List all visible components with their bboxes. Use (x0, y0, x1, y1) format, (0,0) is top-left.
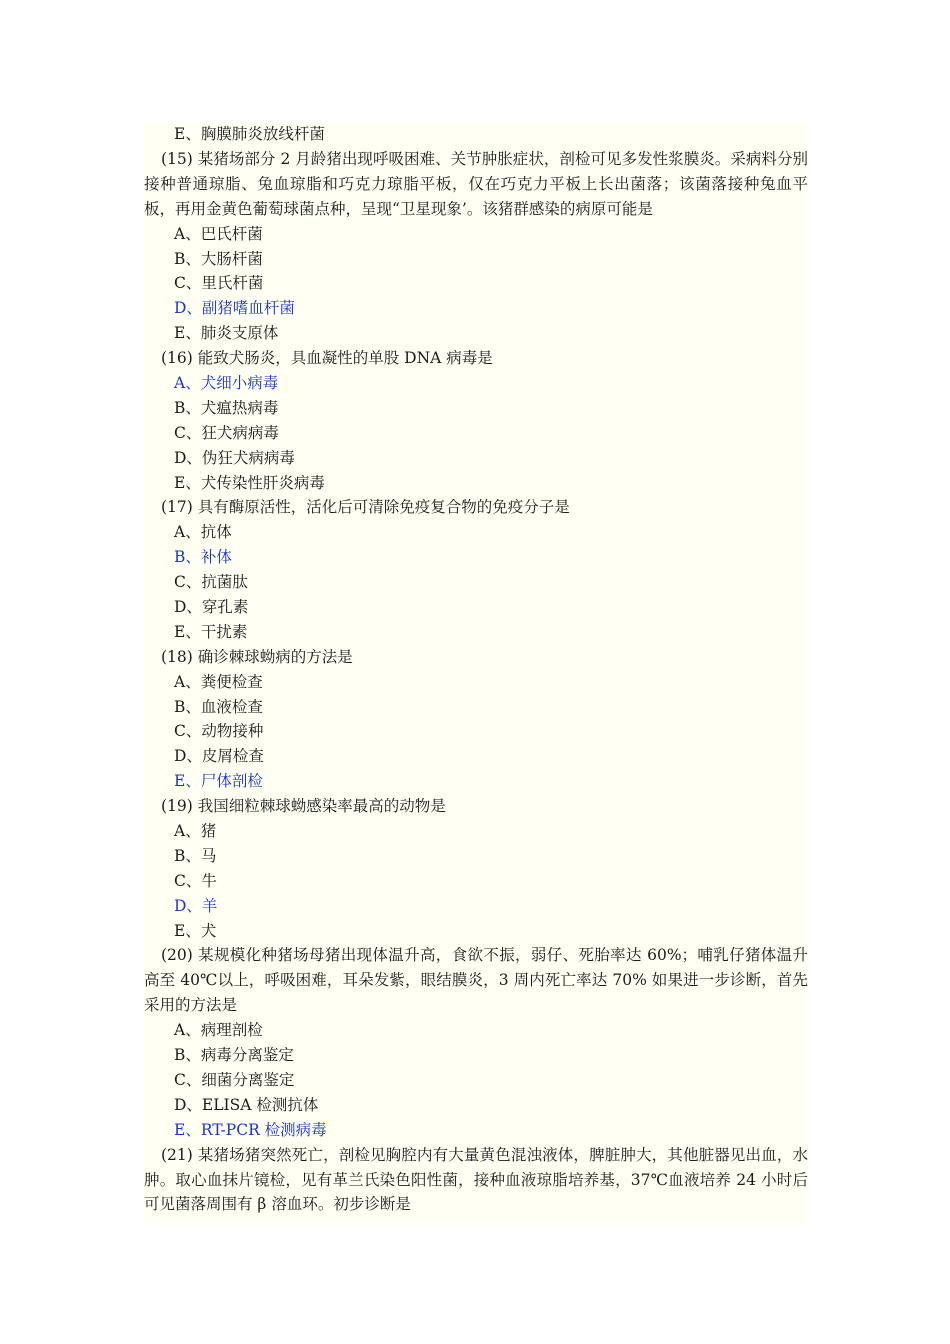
option-a-q18: A、粪便检查 (174, 672, 263, 691)
option-c-q17: C、抗菌肽 (174, 573, 248, 592)
option-b-q18: B、血液检查 (174, 697, 263, 716)
option-e-q16: E、犬传染性肝炎病毒 (174, 473, 325, 492)
option-c-q20: C、细菌分离鉴定 (174, 1070, 295, 1089)
option-d-q18: D、皮屑检查 (174, 747, 264, 766)
option-c-q18: C、动物接种 (174, 722, 264, 741)
option-e-q17: E、干扰素 (174, 622, 248, 641)
option-b-q17-correct: B、补体 (174, 548, 232, 567)
option-b-q16: B、犬瘟热病毒 (174, 398, 279, 417)
option-b-q20: B、病毒分离鉴定 (174, 1046, 294, 1065)
option-d-q16: D、伪狂犬病病毒 (174, 448, 295, 467)
option-a-q15: A、巴氏杆菌 (174, 224, 263, 243)
question-list (144, 122, 808, 1223)
option-b-q15: B、大肠杆菌 (174, 249, 263, 268)
option-a-q16-correct: A、犬细小病毒 (174, 373, 279, 392)
option-d-q17: D、穿孔素 (174, 597, 249, 616)
option-c-q15: C、里氏杆菌 (174, 274, 264, 293)
option-a-q20: A、病理剖检 (174, 1021, 263, 1040)
option-e-q19: E、犬 (174, 921, 217, 940)
option-d-q20: D、ELISA 检测抗体 (174, 1095, 319, 1114)
question-21-stem: (21) 某猪场猪突然死亡，剖检见胸腔内有大量黄色混浊液体，脾脏肿大，其他脏器见出血，水肿。取心血抹片镜检，见有革兰氏染色阳性菌，接种血液琼脂培养基，37℃血液培养 24 小时后可见菌落周围有 β 溶血环。初步诊断是 (144, 1145, 808, 1214)
question-15-stem: (15) 某猪场部分 2 月龄猪出现呼吸困难、关节肿胀症状，剖检可见多发性浆膜炎。采病料分别接种普通琼脂、兔血琼脂和巧克力琼脂平板，仅在巧克力平板上长出菌落；该菌落接种兔血平板，再用金黄色葡萄球菌点种，呈现“卫星现象’。该猪群感染的病原可能是 (144, 149, 808, 218)
option-e-q15: E、肺炎支原体 (174, 324, 279, 343)
option-b-q19: B、马 (174, 846, 217, 865)
question-18-stem: (18) 确诊棘球蚴病的方法是 (161, 647, 353, 666)
option-d-q15-correct: D、副猪嗜血杆菌 (174, 299, 295, 318)
question-17-stem: (17) 具有酶原活性，活化后可清除免疫复合物的免疫分子是 (161, 498, 570, 517)
option-e-q18-correct: E、尸体剖检 (174, 772, 263, 791)
option-a-q19: A、猪 (174, 821, 217, 840)
option-e-q20-correct: E、RT-PCR 检测病毒 (174, 1120, 327, 1139)
question-16-stem: (16) 能致犬肠炎，具血凝性的单股 DNA 病毒是 (161, 349, 493, 368)
option-a-q17: A、抗体 (174, 523, 232, 542)
option-e-q14: E、胸膜肺炎放线杆菌 (174, 125, 325, 143)
option-c-q16: C、狂犬病病毒 (174, 423, 279, 442)
option-c-q19: C、牛 (174, 871, 217, 890)
question-19-stem: (19) 我国细粒棘球蚴感染率最高的动物是 (161, 797, 446, 816)
question-20-stem: (20) 某规模化种猪场母猪出现体温升高，食欲不振，弱仔、死胎率达 60%；哺乳仔猪体温升高至 40℃以上，呼吸困难，耳朵发紫，眼结膜炎，3 周内死亡率达 70% 如果进一步诊断，首先采用的方法是 (144, 946, 808, 1015)
option-d-q19-correct: D、羊 (174, 896, 218, 915)
